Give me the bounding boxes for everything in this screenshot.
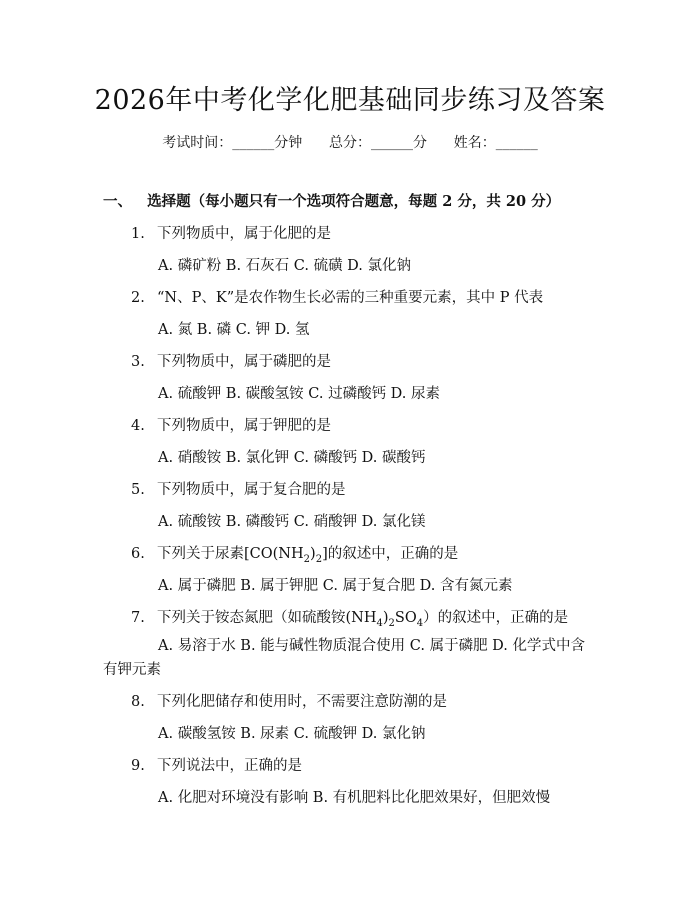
question-text: 下列说法中，正确的是: [157, 758, 302, 774]
exam-info-line: [0, 132, 700, 152]
question-options: A. 硫酸钾 B. 碳酸氢铵 C. 过磷酸钙 D. 尿素: [158, 386, 441, 402]
name-blank: ______: [495, 135, 538, 151]
question-options: A. 磷矿粉 B. 石灰石 C. 硫磺 D. 氯化钠: [158, 258, 412, 274]
question-text: 下列物质中，属于磷肥的是: [157, 354, 331, 370]
question-text: “N、P、K”是农作物生长必需的三种重要元素，其中 P 代表: [157, 290, 544, 306]
question-options: A. 硝酸铵 B. 氯化钾 C. 磷酸钙 D. 碳酸钙: [158, 450, 426, 466]
document-title: 2026年中考化学化肥基础同步练习及答案: [94, 85, 606, 116]
question-text: 下列物质中，属于钾肥的是: [157, 418, 331, 434]
question-number: 3.: [131, 354, 145, 370]
question-number: 2.: [131, 290, 145, 306]
section-text: 选择题（每小题只有一个选项符合题意，每题 2 分，共 20 分）: [147, 193, 561, 210]
score-unit: 分: [413, 135, 427, 151]
question-text: 下列关于铵态氮肥（如硫酸铵$(NH_4)_2SO_4$）的叙述中，正确的是: [157, 610, 569, 629]
question: [131, 754, 302, 775]
question: [131, 542, 458, 565]
question-text: 下列物质中，属于化肥的是: [157, 226, 331, 242]
question-number: 1.: [131, 226, 145, 242]
question-text: 下列物质中，属于复合肥的是: [157, 482, 346, 498]
score-blank: ______: [371, 135, 413, 151]
name-label: 姓名：: [453, 135, 496, 151]
score-label: 总分：: [329, 135, 371, 151]
question-number: 6.: [131, 546, 145, 562]
question-options: A. 化肥对环境没有影响 B. 有机肥料比化肥效果好，但肥效慢: [158, 790, 551, 806]
question-text: 下列关于尿素$[CO(NH_2)_2]$的叙述中，正确的是: [157, 546, 459, 565]
section-number: 一、: [103, 193, 132, 210]
question: [131, 478, 346, 499]
question-number: 9.: [131, 758, 145, 774]
question-options: A. 碳酸氢铵 B. 尿素 C. 硫酸钾 D. 氯化钠: [158, 726, 426, 742]
section-heading: [103, 190, 560, 211]
question: [131, 690, 447, 711]
question-options: A. 易溶于水 B. 能与碱性物质混合使用 C. 属于磷肥 D. 化学式中含有钾元素: [103, 638, 586, 678]
question: [131, 350, 331, 371]
question-number: 4.: [131, 418, 145, 434]
question: [131, 414, 331, 435]
question: [131, 606, 568, 629]
question-number: 7.: [131, 610, 145, 626]
question: [131, 222, 331, 243]
time-label: 考试时间：: [162, 135, 233, 151]
question-options: A. 氮 B. 磷 C. 钾 D. 氢: [158, 322, 310, 338]
time-unit: 分钟: [274, 135, 303, 151]
question-options: A. 属于磷肥 B. 属于钾肥 C. 属于复合肥 D. 含有氮元素: [158, 578, 513, 594]
time-blank: ______: [232, 135, 275, 151]
question-options: A. 硫酸铵 B. 磷酸钙 C. 硝酸钾 D. 氯化镁: [158, 514, 426, 530]
question-text: 下列化肥储存和使用时，不需要注意防潮的是: [157, 694, 447, 710]
question-number: 5.: [131, 482, 145, 498]
question: [131, 286, 543, 307]
question-number: 8.: [131, 694, 145, 710]
